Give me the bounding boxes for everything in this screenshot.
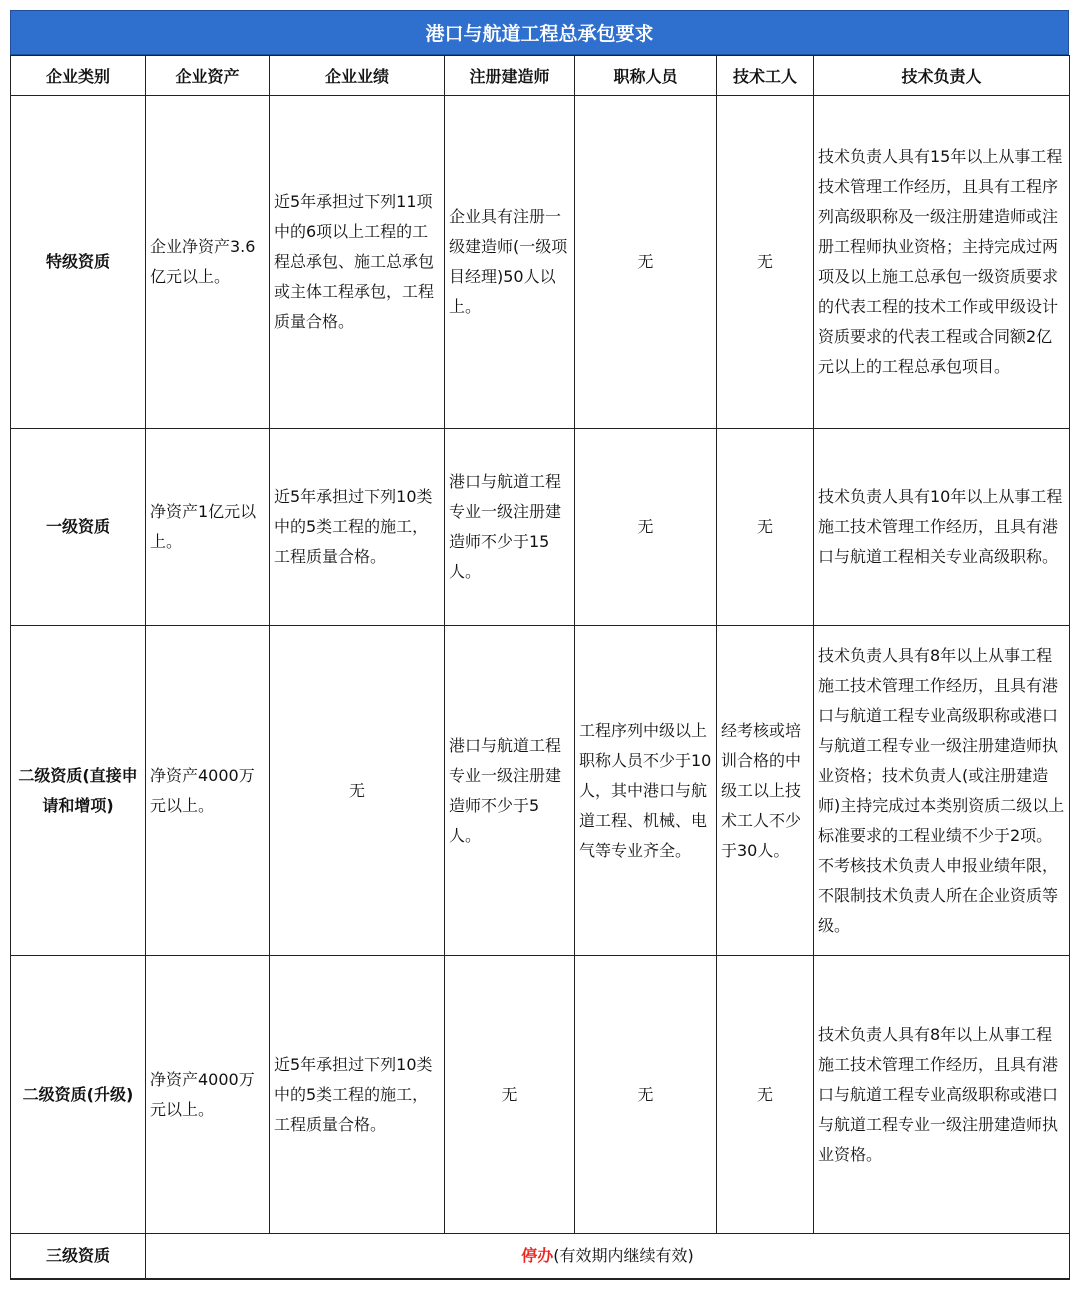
- row-titled: 工程序列中级以上职称人员不少于10人，其中港口与航道工程、机械、电气等专业齐全。: [575, 626, 717, 956]
- row-assets: 净资产4000万元以上。: [146, 956, 270, 1234]
- header-tech-lead: 技术负责人: [814, 56, 1070, 96]
- requirements-table-container: [10, 10, 1069, 1280]
- row-workers: 经考核或培训合格的中级工以上技术工人不少于30人。: [717, 626, 814, 956]
- row-category: 二级资质(直接申请和增项): [11, 626, 146, 956]
- row-workers: 无: [717, 429, 814, 626]
- header-assets: 企业资产: [146, 56, 270, 96]
- row-category: 二级资质(升级): [11, 956, 146, 1234]
- stopped-label: 停办: [521, 1245, 554, 1265]
- row-performance: 无: [270, 626, 445, 956]
- header-titled: 职称人员: [575, 56, 717, 96]
- table-row: [11, 626, 1070, 956]
- row-titled: 无: [575, 96, 717, 429]
- table-row-last: [11, 1234, 1070, 1279]
- row-performance: 近5年承担过下列10类中的5类工程的施工，工程质量合格。: [270, 956, 445, 1234]
- row-workers: 无: [717, 956, 814, 1234]
- row-titled: 无: [575, 956, 717, 1234]
- row-assets: 净资产1亿元以上。: [146, 429, 270, 626]
- row-builder: 无: [445, 956, 575, 1234]
- row-category: 一级资质: [11, 429, 146, 626]
- table-row: [11, 429, 1070, 626]
- header-builder: 注册建造师: [445, 56, 575, 96]
- row-builder: 港口与航道工程专业一级注册建造师不少于15人。: [445, 429, 575, 626]
- row-builder: 港口与航道工程专业一级注册建造师不少于5人。: [445, 626, 575, 956]
- row-assets: 净资产4000万元以上。: [146, 626, 270, 956]
- row-workers: 无: [717, 96, 814, 429]
- row-category: 三级资质: [11, 1234, 146, 1279]
- row-performance: 近5年承担过下列10类中的5类工程的施工，工程质量合格。: [270, 429, 445, 626]
- row-assets: 企业净资产3.6亿元以上。: [146, 96, 270, 429]
- header-performance: 企业业绩: [270, 56, 445, 96]
- row-tech-lead: 技术负责人具有10年以上从事工程施工技术管理工作经历，且具有港口与航道工程相关专业高级职称。: [814, 429, 1070, 626]
- validity-note: (有效期内继续有效): [553, 1245, 694, 1265]
- row-tech-lead: 技术负责人具有15年以上从事工程技术管理工作经历，且具有工程序列高级职称及一级注册建造师或注册工程师执业资格；主持完成过两项及以上施工总承包一级资质要求的代表工程的技术工作或甲级设计资质要求的代表工程或合同额2亿元以上的工程总承包项目。: [814, 96, 1070, 429]
- row-performance: 近5年承担过下列11项中的6项以上工程的工程总承包、施工总承包或主体工程承包，工程质量合格。: [270, 96, 445, 429]
- header-category: 企业类别: [11, 56, 146, 96]
- table-row: [11, 96, 1070, 429]
- header-workers: 技术工人: [717, 56, 814, 96]
- row-titled: 无: [575, 429, 717, 626]
- header-row: [11, 56, 1070, 96]
- stopped-note-cell: [146, 1234, 1070, 1279]
- requirements-table: [10, 55, 1070, 1280]
- table-row: [11, 956, 1070, 1234]
- row-tech-lead: 技术负责人具有8年以上从事工程施工技术管理工作经历，且具有港口与航道工程专业高级职称或港口与航道工程专业一级注册建造师执业资格；技术负责人(或注册建造师)主持完成过本类别资质二级以上标准要求的工程业绩不少于2项。不考核技术负责人申报业绩年限，不限制技术负责人所在企业资质等级。: [814, 626, 1070, 956]
- row-builder: 企业具有注册一级建造师(一级项目经理)50人以上。: [445, 96, 575, 429]
- row-category: 特级资质: [11, 96, 146, 429]
- row-tech-lead: 技术负责人具有8年以上从事工程施工技术管理工作经历，且具有港口与航道工程专业高级职称或港口与航道工程专业一级注册建造师执业资格。: [814, 956, 1070, 1234]
- table-title: 港口与航道工程总承包要求: [10, 10, 1069, 55]
